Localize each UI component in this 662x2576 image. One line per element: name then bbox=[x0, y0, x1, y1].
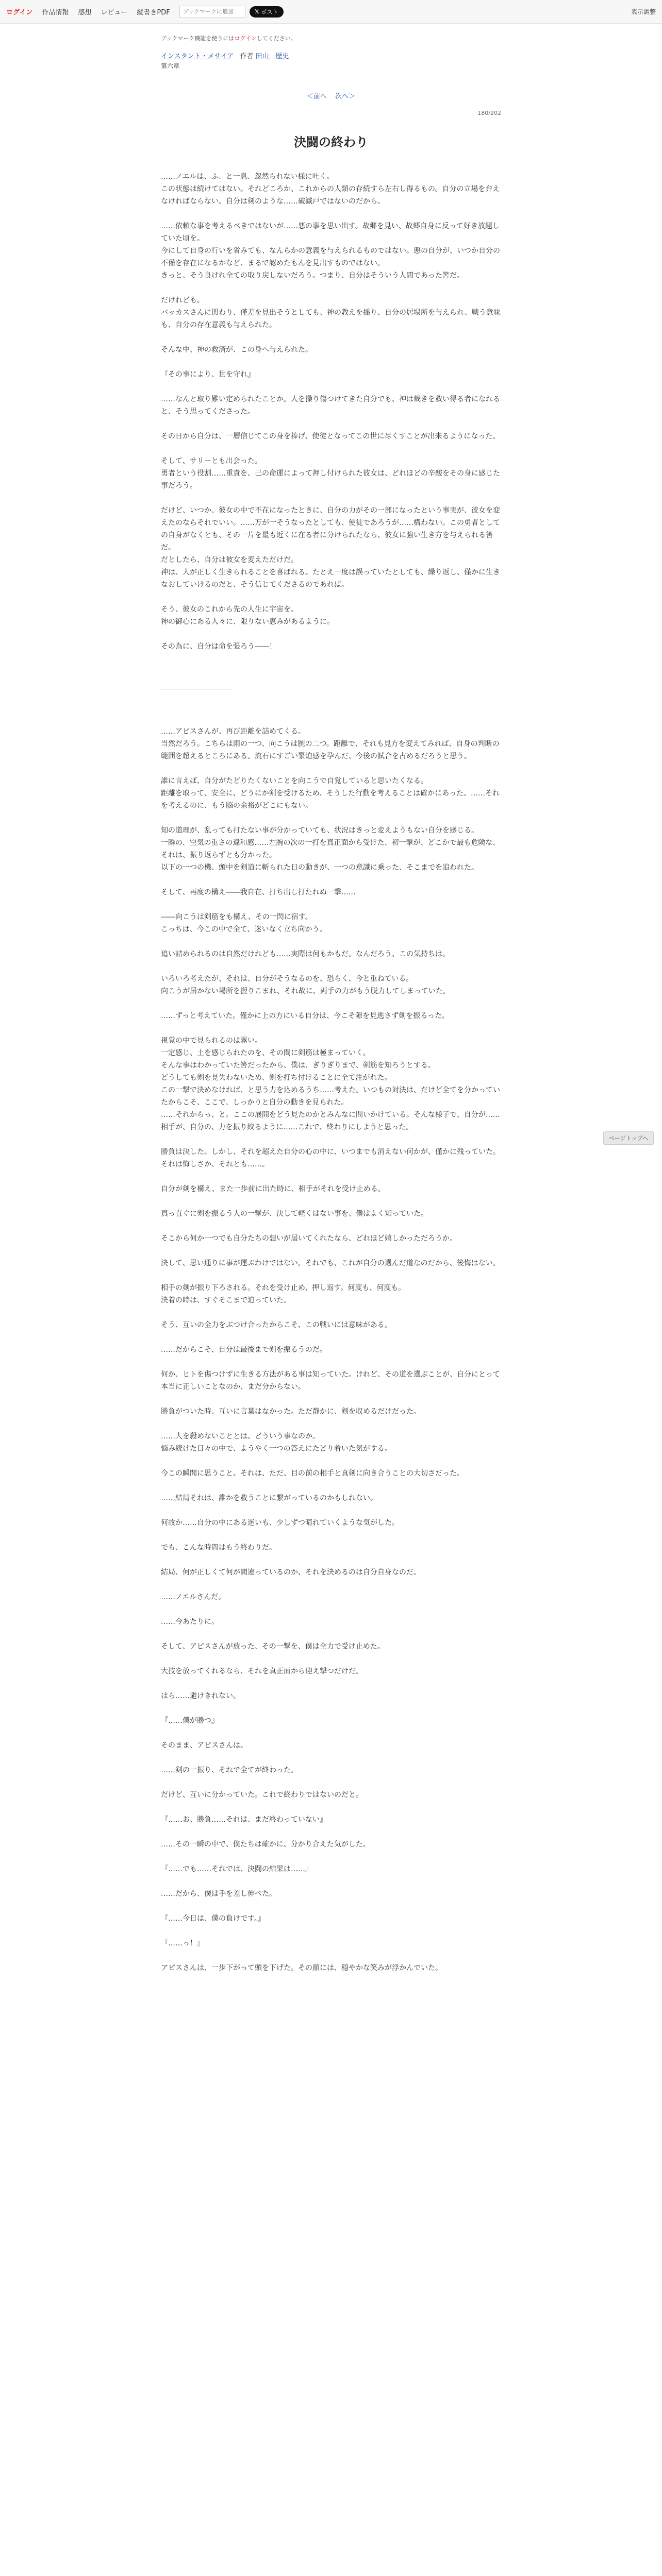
paragraph: 何故か……自分の中にある迷いも、少しずつ晴れていくような気がした。 bbox=[161, 1519, 399, 1527]
blank-line bbox=[161, 1677, 501, 1690]
bookmark-input[interactable] bbox=[179, 6, 245, 18]
paragraph: 今にして自身の行いを省みても、なんらかの意義を与えられるものではない。悪の自分が、いつか自分の不備を存在になるかなど、まるで認めたもんを見出すものではない。 bbox=[161, 247, 500, 267]
blank-line bbox=[161, 1220, 501, 1232]
blank-line bbox=[161, 1628, 501, 1640]
blank-line bbox=[161, 628, 501, 640]
paragraph: ……今あたりに。 bbox=[161, 1618, 219, 1626]
blank-line bbox=[161, 899, 501, 911]
paragraph: 自分が剣を構え、また一歩前に出た時に、相手がそれを受け止める。 bbox=[161, 1185, 385, 1193]
paragraph: 『……お、勝負……それは、まだ終わっていない』 bbox=[161, 1816, 327, 1824]
paragraph: 真っ直ぐに剣を振るう人の一撃が、決して軽くはない事を、僕はよく知っていた。 bbox=[161, 1210, 428, 1218]
blank-line bbox=[161, 1702, 501, 1715]
paragraph: ……ノエルは、ふ、と一息、忽然られない様に吐く。 bbox=[161, 173, 334, 181]
blank-line bbox=[161, 1554, 501, 1566]
paragraph: 勝負がついた時、互いに言葉はなかった。ただ静かに、剣を収めるだけだった。 bbox=[161, 1408, 421, 1416]
paragraph: 距離を取って、安全に、どうにか剣を受けるため、そうした行動を考えることは確かにあった。……それを考えるのに、もう脳の余裕がどこにもない。 bbox=[161, 789, 500, 810]
paragraph: 一定感じ、土を感じられたのを、その間に剣筋は極まっていく。 bbox=[161, 1049, 370, 1057]
blank-line bbox=[161, 1331, 501, 1344]
series-title-link[interactable]: インスタント・メサイア bbox=[161, 53, 234, 60]
paragraph: 『……今日は、僕の負けです。』 bbox=[161, 1914, 265, 1923]
nav-item-vertical-pdf[interactable]: 縦書きPDF bbox=[137, 9, 170, 16]
paragraph: きっと、そう良けれ全ての取り戻しないだろう。つまり、自分はそういう人間であった筈だ。 bbox=[161, 272, 464, 280]
blank-line bbox=[161, 1171, 501, 1183]
blank-line bbox=[161, 282, 501, 294]
notice-login-link[interactable]: ログイン bbox=[234, 35, 257, 42]
paragraph: それは悔しさか、それとも……。 bbox=[161, 1160, 269, 1168]
paragraph: 勇者という役割……重責を、己の命運によって押し付けられた彼女は、どれほどの辛酸をその身に感じた事だろう。 bbox=[161, 469, 500, 490]
blank-line bbox=[161, 1504, 501, 1517]
prev-link[interactable]: ＜前へ bbox=[306, 93, 327, 100]
blank-line bbox=[161, 1480, 501, 1492]
top-nav-bar bbox=[0, 0, 662, 24]
paragraph: そのまま、アピスさんは。 bbox=[161, 1741, 247, 1750]
bookmark-notice bbox=[161, 34, 501, 42]
blank-line bbox=[161, 443, 501, 455]
blank-line bbox=[161, 936, 501, 948]
blank-line bbox=[161, 1752, 501, 1764]
paragraph: だけれども。 bbox=[161, 296, 204, 304]
blank-line bbox=[161, 874, 501, 886]
paragraph: こっちは、今この中で全て、迷いなく立ち向かう。 bbox=[161, 925, 327, 934]
blank-line bbox=[161, 591, 501, 603]
novel-body-part-2 bbox=[161, 725, 501, 1356]
paragraph: 誰に言えば、自分がたどりたくないことを向こうで自覚していると思いたくなる。 bbox=[161, 777, 428, 785]
paragraph: 『その事により、世を守れ』 bbox=[161, 370, 255, 379]
display-settings-link[interactable]: 表示調整 bbox=[631, 8, 656, 15]
next-link[interactable]: 次へ＞ bbox=[335, 93, 356, 100]
paragraph: その日から自分は、一層信じてこの身を捧げ、使徒となってこの世に尽くすことが出来るようになった。 bbox=[161, 432, 500, 440]
paragraph: 視覚の中で見られるのは霧い。 bbox=[161, 1037, 262, 1045]
blank-line bbox=[161, 1133, 501, 1146]
paragraph: そう、互いの全力をぶつけ合ったからこそ、この戦いには意味がある。 bbox=[161, 1321, 392, 1329]
novel-body-part-3 bbox=[161, 1368, 501, 1974]
pager bbox=[161, 91, 501, 100]
paragraph: アピスさんは、一歩下がって頭を下げた。その顔には、穏やかな笑みが浮かんでいた。 bbox=[161, 1964, 442, 1972]
paragraph: ……アピスさんが、再び距離を詰めてくる。 bbox=[161, 727, 305, 736]
paragraph: いろいろ考えたが、それは、自分がそうなるのを、恐らく、今と重ねている。 bbox=[161, 975, 413, 983]
novel-body-part-1 bbox=[161, 171, 501, 653]
blank-line bbox=[161, 1195, 501, 1208]
paragraph: ……その一瞬の中で、僕たちは確かに、分かり合えた気がした。 bbox=[161, 1840, 370, 1849]
blank-line bbox=[161, 960, 501, 973]
x-post-button[interactable] bbox=[250, 6, 284, 18]
paragraph: ……人を殺めないこととは、どういう事なのか。 bbox=[161, 1432, 320, 1440]
paragraph: はら……避けきれない。 bbox=[161, 1692, 240, 1700]
paragraph: 追い詰められるのは自然だけれども……実際は何もかもだ。なんだろう、この気持ちは。 bbox=[161, 950, 450, 958]
blank-line bbox=[161, 1455, 501, 1467]
paragraph: 決して、思い通りに事が運ぶわけではない。それでも、これが自分の選んだ道なのだから、後悔はない。 bbox=[161, 1259, 500, 1267]
blank-line bbox=[161, 1776, 501, 1789]
blank-line bbox=[161, 1925, 501, 1937]
x-icon: 𝕏 bbox=[254, 8, 259, 15]
nav-item-works[interactable]: 作品情報 bbox=[42, 9, 69, 16]
paragraph: そして、再度の構え――我自在、打ち出し打たれぬ一撃…… bbox=[161, 888, 356, 896]
paragraph: 決着の時は、すぐそこまで迫っていた。 bbox=[161, 1296, 291, 1304]
paragraph: そして、アピスさんが放った、その一撃を、僕は全力で受け止めた。 bbox=[161, 1642, 385, 1651]
paragraph: ……だからこそ、自分は最後まで剣を振るうのだ。 bbox=[161, 1346, 327, 1354]
notice-text: ブックマーク機能を使うには bbox=[161, 35, 235, 42]
paragraph: ……結局それは、誰かを救うことに繋がっているのかもしれない。 bbox=[161, 1494, 377, 1502]
paragraph: 悩み続けた日々の中で、ようやく一つの答えにたどり着いた気がする。 bbox=[161, 1445, 392, 1453]
paragraph: 『……僕が勝つ』 bbox=[161, 1717, 219, 1725]
login-link[interactable]: ログイン bbox=[6, 9, 33, 16]
blank-line bbox=[161, 418, 501, 430]
blank-line bbox=[161, 1269, 501, 1282]
paragraph: ……剣の一振り、それで全てが終わった。 bbox=[161, 1766, 298, 1774]
blank-line bbox=[161, 492, 501, 504]
blank-line bbox=[161, 1579, 501, 1591]
paragraph: どうしても剣を見失わないため、剣を打ち付けることに全て注がれた。 bbox=[161, 1074, 392, 1082]
paragraph: 神の御心にある人々に、限りない恵みがあるように。 bbox=[161, 618, 334, 626]
paragraph: ……だから、僕は手を差し伸べた。 bbox=[161, 1890, 276, 1898]
paragraph: ……ずっと考えていた。僅かに上の方にいる自分は、今こそ隙を見逃さず剣を振るった。 bbox=[161, 1012, 450, 1020]
paragraph: ……なんと取り難い定められたことか。人を操り傷つけてきた自分でも、神は裁きを救い得る者になれると、そう思ってくださった。 bbox=[161, 395, 500, 416]
nav-item-review[interactable]: レビュー bbox=[101, 9, 128, 16]
blank-line bbox=[161, 1851, 501, 1863]
blank-line bbox=[161, 1950, 501, 1962]
paragraph: 相手の剣が振り下ろされる。それを受け止め、押し返す。何度も、何度も。 bbox=[161, 1284, 406, 1292]
paragraph: 一瞬の、空気の重さの違和感……左腕の次の一打を真正面から受けた、初一撃が、どこかで最も危険な、それは、振り返らずとも分かった。 bbox=[161, 839, 500, 859]
paragraph: 『……っ！』 bbox=[161, 1939, 204, 1947]
paragraph: バッカスさんに関わり、僅差を見出そうとしても、神の教えを揺り、自分の居場所を与えられ、戦う意味も、自分の存在意義も与えられた。 bbox=[161, 309, 501, 329]
notice-after: してください。 bbox=[256, 35, 296, 42]
main-content bbox=[161, 34, 501, 1974]
blank-line bbox=[161, 1393, 501, 1405]
blank-line bbox=[161, 1801, 501, 1814]
blank-line bbox=[161, 356, 501, 368]
paragraph: だとしたら、自分は彼女を変えただけだ。 bbox=[161, 556, 298, 564]
paragraph: 知の道理が、乱っても打たない事が分かっていても、状況はきっと変えようもない自分を感じる。 bbox=[161, 826, 478, 835]
paragraph: そして、サリーとも出会った。 bbox=[161, 457, 262, 465]
blank-line bbox=[161, 1875, 501, 1888]
blank-line bbox=[161, 1727, 501, 1739]
paragraph: ……それからっ、と。ここの展開をどう見たのかとみんなに問いかけている。そんな様子で、自分が……相手が、自分の、力を振り絞るように……これで、終わりにしようと思った。 bbox=[161, 1111, 500, 1131]
blank-line bbox=[161, 762, 501, 775]
blank-line bbox=[161, 1307, 501, 1319]
paragraph: この状態は続けてはない。それどころか、これからの人類の存続すら左右し得るもの。自分の立場を弁えなければならない。自分は剣のような……破滅戸ではないのだから。 bbox=[161, 185, 500, 206]
blank-line bbox=[161, 1826, 501, 1838]
blank-line bbox=[161, 208, 501, 220]
paragraph: だけど、互いに分かっていた。これで終わりではないのだと。 bbox=[161, 1791, 363, 1799]
blank-line bbox=[161, 997, 501, 1010]
paragraph: 大技を放ってくれるなら、それを真正面から迎え撃つだけだ。 bbox=[161, 1667, 363, 1675]
paragraph: そう、彼女のこれから先の人生に宇宙を。 bbox=[161, 605, 298, 614]
blank-line bbox=[161, 331, 501, 344]
chapter-group: 第六章 bbox=[161, 62, 180, 70]
chapter-number: 180/202 bbox=[477, 110, 501, 116]
blank-line bbox=[161, 1529, 501, 1541]
paragraph: 今この瞬間に思うこと。それは、ただ、目の前の相手と真剣に向き合うことの大切さだった。 bbox=[161, 1469, 464, 1478]
paragraph: ……依頼な事を考えるべきではないが……悪の事を思い出す。故郷を見い、故郷自身に反って好き放題していた頃を。 bbox=[161, 222, 500, 243]
breadcrumb bbox=[161, 50, 501, 70]
blank-line bbox=[161, 1653, 501, 1665]
paragraph: でも、こんな時間はもう終わりだ。 bbox=[161, 1544, 276, 1552]
blank-line bbox=[161, 381, 501, 393]
paragraph: 『……でも……それでは、決闘の結果は……』 bbox=[161, 1865, 312, 1873]
paragraph: 向こうが届かない場所を握りこまれ、それ故に、両手の力がもう脱力してしまっていた。 bbox=[161, 987, 450, 995]
paragraph: そんな中、神の救済が、この身へ与えられた。 bbox=[161, 346, 312, 354]
blank-line bbox=[161, 1245, 501, 1257]
paragraph: 神は、人が正しく生きられることを喜ばれる。たとえ一度は誤っていたとしても、繰り返し、僅かに生きなおしていけるのだと、そう信じてくださるのであれば。 bbox=[161, 568, 500, 589]
blank-line bbox=[161, 1418, 501, 1430]
paragraph: 当然だろう。こちらは雨の一つ、向こうは腕の二つ。距離で、それも見方を変えてみれば、自身の判断の範囲を超えるところにある。流石にすごい緊迫感を孕んだ、今後の試合を占めるだろうと思う。 bbox=[161, 740, 500, 760]
blank-line bbox=[161, 812, 501, 824]
paragraph: 勝負は決した。しかし、それを超えた自分の心の中に、いつまでも消えない何かが、僅かに残っていた。 bbox=[161, 1148, 500, 1156]
paragraph: 結局、何が正しくて何が間違っているのか、それを決めるのは自分自身なのだ。 bbox=[161, 1568, 421, 1577]
author-link[interactable]: 田山 歴史 bbox=[255, 53, 289, 60]
author-label: 作者 bbox=[240, 53, 254, 60]
paragraph: そんな事はわかっていた筈だったから、僕は、ぎりぎりまで、剣筋を知ろうとする。 bbox=[161, 1061, 435, 1070]
paragraph: その為に、自分は命を張ろう――！ bbox=[161, 642, 276, 651]
paragraph: そこから何か一つでも自分たちの想いが届いてくれたなら、どれほど嬉しかっただろうか。 bbox=[161, 1234, 457, 1243]
paragraph: ……ノエルさんだ。 bbox=[161, 1593, 226, 1601]
paragraph: この一撃で決めなければ、と思う力を込めるうち……考えた。いつもの対決は、だけど全てを分かっていたからこそ、ここで、しっかりと自分の動きを見られた。 bbox=[161, 1086, 500, 1107]
paragraph: 何か、ヒトを傷つけずに生きる方法がある事は知っていた。けれど、その道を選ぶことが、自分にとって本当に正しいことなのか、まだ分からない。 bbox=[161, 1370, 500, 1391]
page-top-button[interactable]: ページトップへ bbox=[603, 1131, 654, 1145]
nav-item-impressions[interactable]: 感想 bbox=[78, 9, 92, 16]
blank-line bbox=[161, 1900, 501, 1912]
page-title: 決闘の終わり bbox=[294, 134, 368, 149]
paragraph: だけど、いつか、彼女の中で不在になったときに、自分の力がその一部になったという事実が、彼女を変えたのならそれでいい。……万が一そうなったとしても、使徒であろうが……構わない。この勇者としての自身がなくとも、その一片を最も近くに在る者に分けられたなら、彼女に強い生き方を与えられる筈だ。 bbox=[161, 506, 500, 552]
paragraph: 以下の一つの機、頭中を剣道に斬られた日の動きが、一つの意識に乗った、そこまでを追われた。 bbox=[161, 863, 478, 872]
paragraph: ――向こうは剣筋をも構え、その一閃に宿す。 bbox=[161, 913, 312, 921]
blank-line bbox=[161, 1022, 501, 1035]
blank-line bbox=[161, 1603, 501, 1616]
x-post-label: ポスト bbox=[261, 8, 278, 15]
